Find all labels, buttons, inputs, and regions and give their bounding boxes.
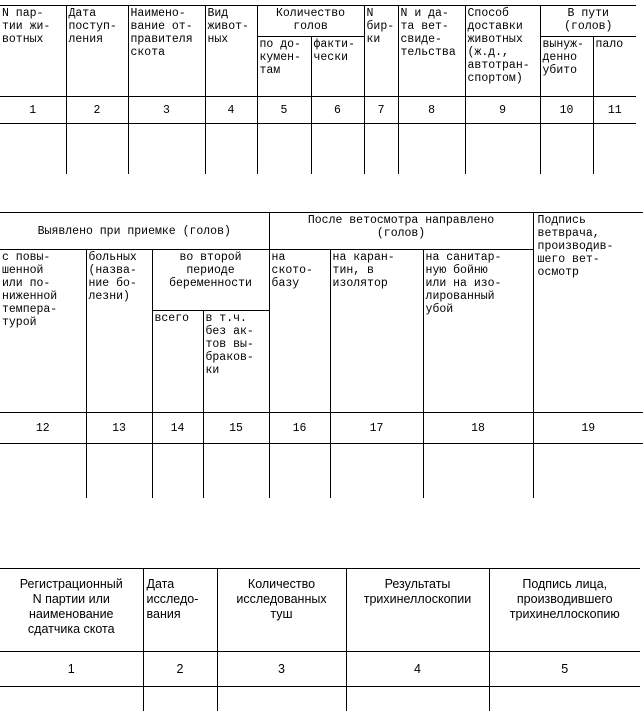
column-number: 16 — [269, 413, 330, 444]
data-cell[interactable] — [205, 124, 257, 175]
column-number: 15 — [203, 413, 269, 444]
column-number: 10 — [540, 97, 593, 124]
data-cell[interactable] — [203, 444, 269, 499]
data-cell[interactable] — [0, 444, 86, 499]
column-number: 12 — [0, 413, 86, 444]
header-sender-name: Наимено- вание от- правителя скота — [128, 6, 205, 97]
header-pregnancy-without-acts: в т.ч. без ак- тов вы- браков- ки — [203, 311, 269, 413]
header-forced-slaughter: вынуж- денно убито — [540, 37, 593, 97]
header-actual: факти- чески — [311, 37, 364, 97]
header-abnormal-temperature: с повы- шенной или по- ниженной темпера- турой — [0, 250, 86, 413]
header-to-sanitary-slaughter: на санитар- ную бойню или на изо- лированный убой — [423, 250, 533, 413]
column-number: 5 — [257, 97, 311, 124]
data-cell[interactable] — [269, 444, 330, 499]
data-cell[interactable] — [0, 687, 143, 711]
data-cell[interactable] — [489, 687, 640, 711]
column-number: 6 — [311, 97, 364, 124]
header-row — [0, 6, 636, 37]
data-cell[interactable] — [540, 124, 593, 175]
header-in-transit-group: В пути (голов) — [540, 6, 636, 37]
empty-data-row — [0, 687, 640, 711]
column-number: 1 — [0, 652, 143, 687]
header-died: пало — [593, 37, 636, 97]
header-vet-certificate: N и да- та вет- свиде- тельства — [398, 6, 465, 97]
data-cell[interactable] — [217, 687, 346, 711]
column-number: 7 — [364, 97, 398, 124]
inspection-results-table — [0, 212, 643, 498]
data-cell[interactable] — [364, 124, 398, 175]
empty-data-row — [0, 124, 636, 175]
column-number: 4 — [346, 652, 489, 687]
column-number: 3 — [217, 652, 346, 687]
header-pregnancy-total: всего — [152, 311, 203, 413]
header-carcass-count: Количество исследованных туш — [217, 569, 346, 652]
column-numbers-row — [0, 413, 643, 444]
data-cell[interactable] — [533, 444, 643, 499]
empty-data-row — [0, 444, 643, 499]
data-cell[interactable] — [143, 687, 217, 711]
header-batch-number: N пар- тии жи- вотных — [0, 6, 66, 97]
trichinoscopy-table — [0, 568, 640, 711]
header-sick-animals: больных (назва- ние бо- лезни) — [86, 250, 152, 413]
data-cell[interactable] — [86, 444, 152, 499]
column-number: 11 — [593, 97, 636, 124]
column-number: 8 — [398, 97, 465, 124]
data-cell[interactable] — [66, 124, 128, 175]
header-trichinoscopy-results: Результаты трихинеллоскопии — [346, 569, 489, 652]
animal-batch-table — [0, 5, 636, 174]
data-cell[interactable] — [465, 124, 540, 175]
column-number: 18 — [423, 413, 533, 444]
header-pregnancy-group: во второй периоде беременности — [152, 250, 269, 311]
data-cell[interactable] — [152, 444, 203, 499]
column-number: 2 — [143, 652, 217, 687]
header-row — [0, 569, 640, 652]
column-number: 19 — [533, 413, 643, 444]
column-number: 13 — [86, 413, 152, 444]
header-row — [0, 213, 643, 250]
header-delivery-method: Способ доставки животных (ж.д., автотран- спортом) — [465, 6, 540, 97]
header-after-inspection-sent: После ветосмотра направлено (голов) — [269, 213, 533, 250]
data-cell[interactable] — [0, 124, 66, 175]
header-vet-signature: Подпись ветврача, производив- шего вет- осмотр — [533, 213, 643, 413]
column-number: 2 — [66, 97, 128, 124]
header-to-quarantine: на каран- тин, в изолятор — [330, 250, 423, 413]
data-cell[interactable] — [311, 124, 364, 175]
column-number: 17 — [330, 413, 423, 444]
column-number: 1 — [0, 97, 66, 124]
header-tag-number: N бир- ки — [364, 6, 398, 97]
data-cell[interactable] — [128, 124, 205, 175]
column-numbers-row — [0, 652, 640, 687]
header-animal-type: Вид живот- ных — [205, 6, 257, 97]
column-number: 4 — [205, 97, 257, 124]
header-registration-number: Регистрационный N партии или наименование сдатчика скота — [0, 569, 143, 652]
header-to-livestock-base: на ското- базу — [269, 250, 330, 413]
header-by-documents: по до- кумен- там — [257, 37, 311, 97]
column-number: 5 — [489, 652, 640, 687]
header-arrival-date: Дата поступ- ления — [66, 6, 128, 97]
data-cell[interactable] — [346, 687, 489, 711]
data-cell[interactable] — [423, 444, 533, 499]
header-detected-on-reception: Выявлено при приемке (голов) — [0, 213, 269, 250]
data-cell[interactable] — [593, 124, 636, 175]
column-number: 14 — [152, 413, 203, 444]
header-examination-date: Дата исследо- вания — [143, 569, 217, 652]
data-cell[interactable] — [398, 124, 465, 175]
column-number: 9 — [465, 97, 540, 124]
data-cell[interactable] — [330, 444, 423, 499]
header-head-count-group: Количество голов — [257, 6, 364, 37]
column-number: 3 — [128, 97, 205, 124]
header-examiner-signature: Подпись лица, производившего трихинеллоскопию — [489, 569, 640, 652]
data-cell[interactable] — [257, 124, 311, 175]
column-numbers-row — [0, 97, 636, 124]
